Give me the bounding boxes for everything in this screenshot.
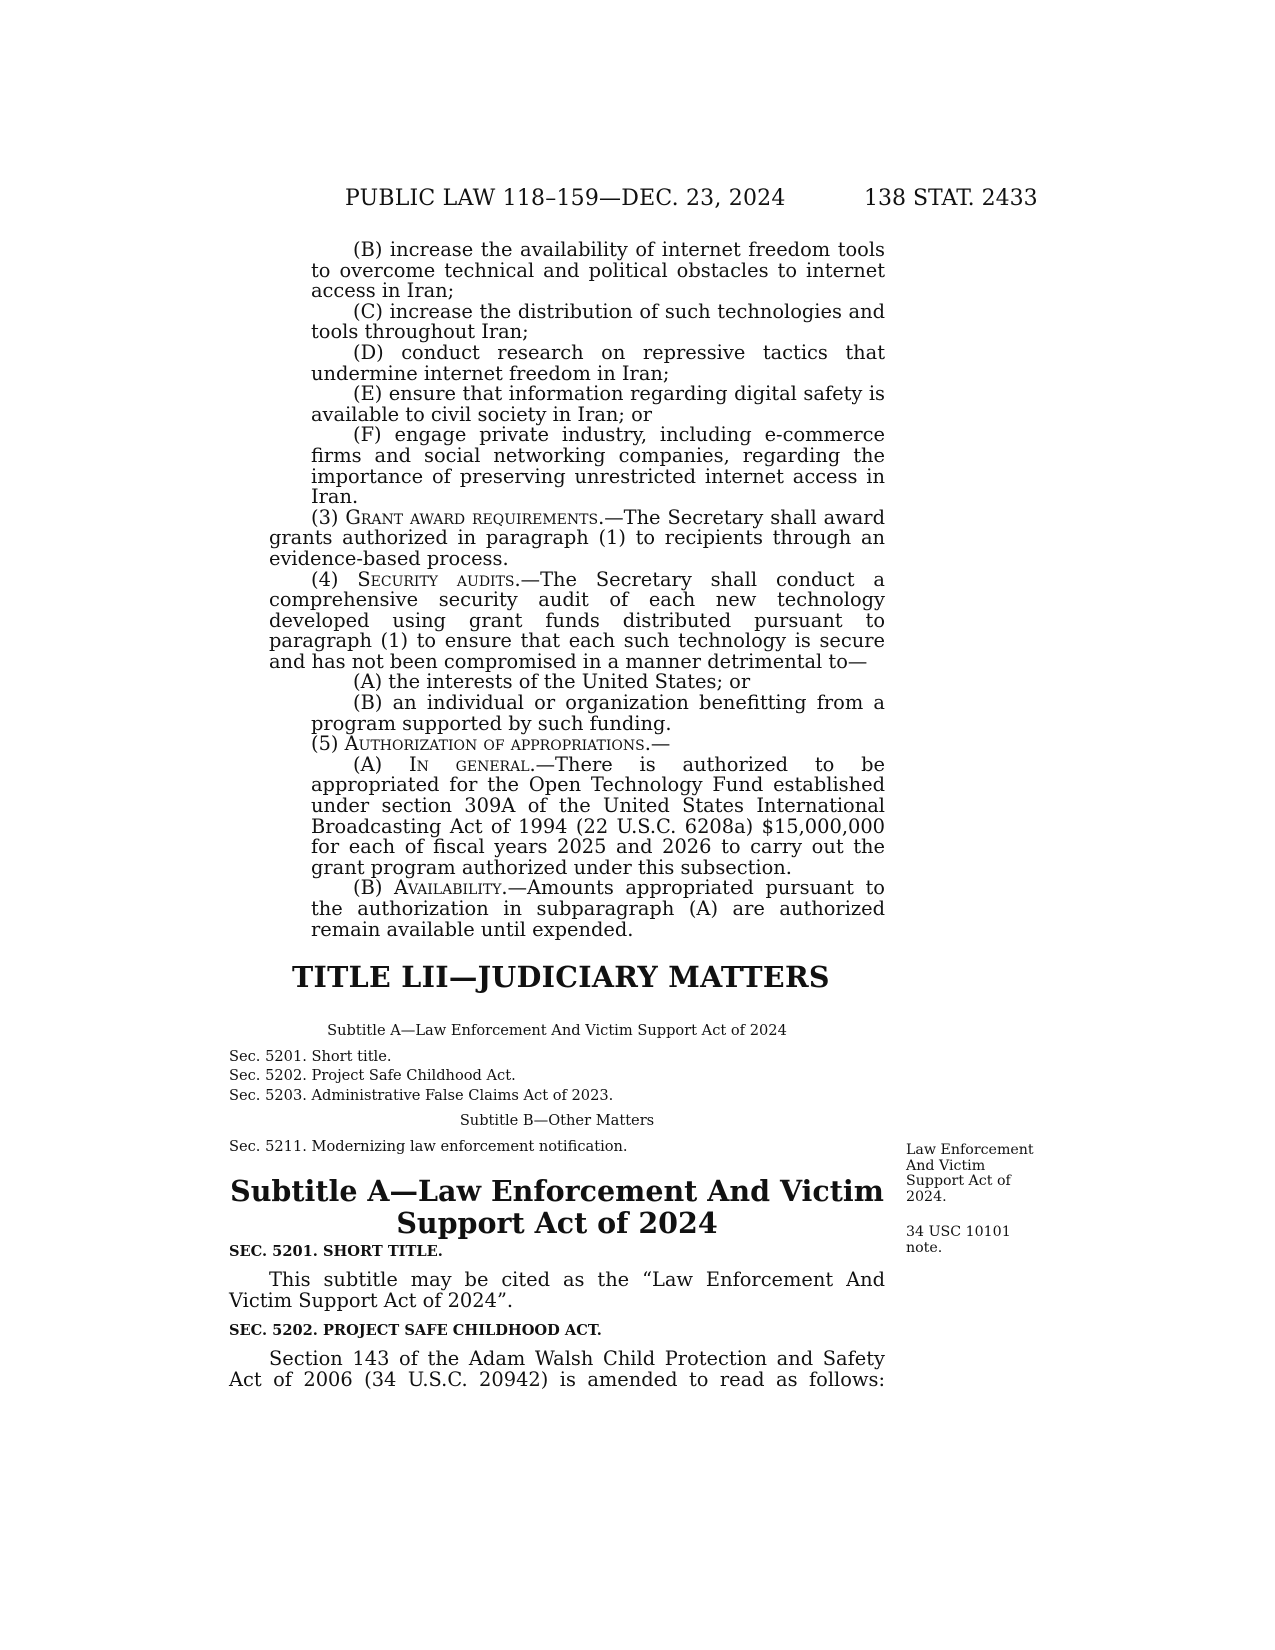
paragraph-5-b-number: (B) <box>353 876 383 900</box>
page-header-right: 138 STAT. 2433 <box>864 186 1038 211</box>
toc-subtitle-b: Subtitle B—Other Matters <box>459 1112 655 1129</box>
toc-entry: Sec. 5201. Short title. <box>229 1047 392 1065</box>
margin-note-line: 34 USC 10101 <box>906 1224 1011 1240</box>
body-text <box>269 240 885 940</box>
paragraph-5-number: (5) <box>311 732 339 756</box>
paragraph-3 <box>269 505 885 570</box>
section-5202-paragraph: Section 143 of the Adam Walsh Child Protection and Safety Act of 2006 (34 U.S.C. 20942) is amended to read as follows: <box>229 1347 885 1391</box>
paragraph-5-b-heading: Availability. <box>394 876 508 900</box>
paragraph-5 <box>269 734 885 755</box>
table-of-contents <box>229 1021 885 1156</box>
paragraph-4-b: (B) an individual or organization benefitting from a program supported by such funding. <box>311 691 885 735</box>
paragraph-5-b-text: —Amounts appropriated pursuant to the authorization in subparagraph (A) are authorized remain available until expended. <box>311 876 885 941</box>
paragraph-5-a-text: —There is authorized to be appropriated for the Open Technology Fund established under section 309A of the United States International Broadcasting Act of 1994 (22 U.S.C. 6208a) $15,000,000 for each of fiscal years 2025 and 2026 to carry out the grant program authorized under this subsection. <box>311 752 885 879</box>
paragraph-4 <box>269 567 885 673</box>
toc-entry: Sec. 5203. Administrative False Claims Act of 2023. <box>229 1086 614 1104</box>
subtitle-a-heading <box>229 1175 885 1239</box>
paragraph-5-heading: Authorization of appropriations. <box>344 732 651 756</box>
paragraph-5-a-number: (A) <box>353 752 383 776</box>
margin-note-line: note. <box>906 1239 943 1256</box>
paragraph-5-dash: — <box>650 732 671 756</box>
paragraph-4-heading: Security audits. <box>357 567 521 591</box>
section-5201-text <box>229 1270 885 1311</box>
margin-note-line: 2024. <box>906 1188 947 1205</box>
paragraph-4-text: —The Secretary shall conduct a comprehensive security audit of each new technology developed using grant funds distributed pursuant to paragraph (1) to ensure that each such technology is secure and has not been compromised in a manner detrimental to— <box>269 567 885 673</box>
title-heading: TITLE LII—JUDICIARY MATTERS <box>292 960 830 994</box>
toc-subtitle-a: Subtitle A—Law Enforcement And Victim Support Act of 2024 <box>327 1022 787 1039</box>
subparagraph-c: (C) increase the distribution of such technologies and tools throughout Iran; <box>311 299 885 344</box>
paragraph-4-a: (A) the interests of the United States; or <box>353 670 751 694</box>
section-5202-heading: SEC. 5202. PROJECT SAFE CHILDHOOD ACT. <box>229 1322 602 1339</box>
margin-note-usc-citation <box>906 1225 1011 1256</box>
paragraph-5-b <box>269 878 885 940</box>
subparagraph-f: (F) engage private industry, including e-commerce firms and social networking companies, regarding the importance of preserving unrestricted internet access in Iran. <box>311 423 885 509</box>
subtitle-a-line2: Support Act of 2024 <box>396 1206 718 1240</box>
section-5201-heading: SEC. 5201. SHORT TITLE. <box>229 1243 443 1260</box>
paragraph-5-a <box>269 752 885 879</box>
paragraph-3-heading: Grant award requirements. <box>345 505 605 529</box>
margin-note-line: And Victim <box>906 1157 986 1174</box>
paragraph-3-text: —The Secretary shall award grants authorized in paragraph (1) to recipients through an evidence-based process. <box>269 505 885 570</box>
paragraph-5-a-heading: In general. <box>408 752 536 776</box>
paragraph-3-number: (3) <box>311 505 339 529</box>
toc-entry: Sec. 5202. Project Safe Childhood Act. <box>229 1067 516 1084</box>
toc-entry: Sec. 5211. Modernizing law enforcement notification. <box>229 1137 628 1155</box>
subtitle-a-line1: Subtitle A—Law Enforcement And Victim <box>230 1174 884 1208</box>
margin-note-line: Support Act of <box>906 1173 1011 1190</box>
margin-note-short-title <box>906 1143 1034 1205</box>
section-5201-paragraph: This subtitle may be cited as the “Law Enforcement And Victim Support Act of 2024”. <box>229 1268 885 1312</box>
subparagraph-e: (E) ensure that information regarding digital safety is available to civil society in Iran; or <box>311 382 885 426</box>
subparagraph-b: (B) increase the availability of internet freedom tools to overcome technical and political obstacles to internet access in Iran; <box>311 238 885 303</box>
margin-note-line: Law Enforcement <box>906 1142 1034 1158</box>
page-header-left: PUBLIC LAW 118–159—DEC. 23, 2024 <box>345 186 786 211</box>
section-5202-text <box>229 1349 885 1390</box>
paragraph-4-number: (4) <box>311 567 339 591</box>
subparagraph-d: (D) conduct research on repressive tactics that undermine internet freedom in Iran; <box>311 340 885 385</box>
